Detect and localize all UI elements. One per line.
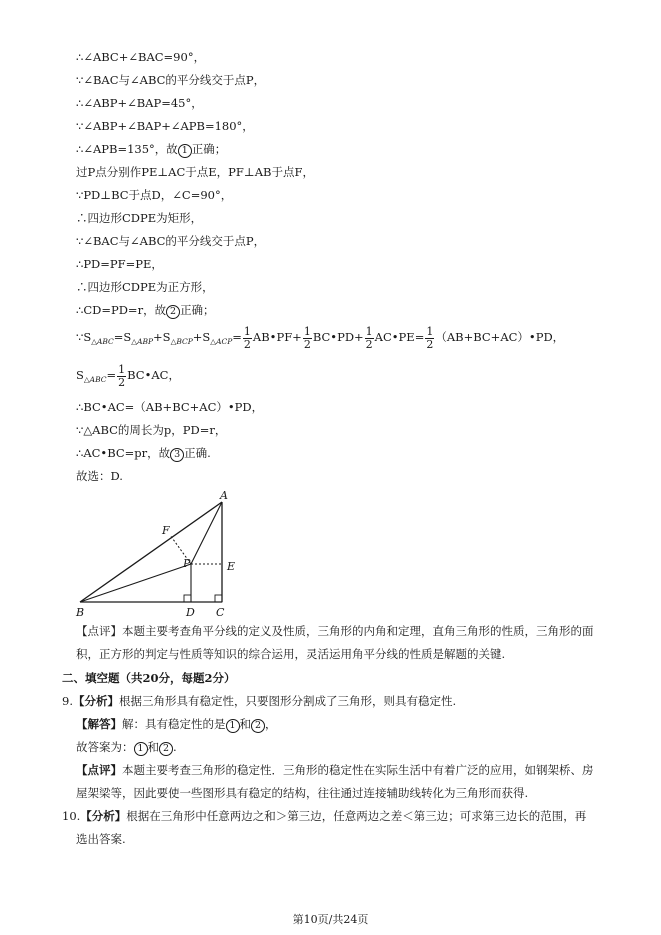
frac-den: 2 [303, 337, 311, 351]
circled-1: 1 [178, 144, 192, 158]
step-line-7: ∵PD⊥BC于点D，∠C=90°， [76, 188, 233, 202]
frac-den: 2 [118, 375, 126, 389]
eq-sub: △BCP [170, 337, 193, 346]
step-line-9: ∵∠BAC与∠ABC的平分线交于点P， [76, 234, 266, 248]
q9-comment-line-1 [76, 763, 594, 777]
frac-num: 1 [243, 324, 251, 338]
q9-answer-end: ， [265, 717, 277, 731]
label-F: F [162, 524, 170, 537]
section-title: 二、填空题（共20分，每题2分） [62, 671, 236, 685]
q10-analysis-text: 根据在三角形中任意两边之和＞第三边，任意两边之差＜第三边；可求第三边长的范围，再 [126, 809, 587, 823]
step-line-17-text: ∴AC•BC=pr，故 [76, 446, 171, 460]
frac-num: 1 [303, 324, 311, 338]
comment-1-line-2: 积，正方形的判定与性质等知识的综合运用，灵活运用角平分线的性质是解题的关键. [76, 647, 506, 661]
step-line-1: ∴∠ABC+∠BAC=90°， [76, 50, 206, 64]
step-line-2: ∵∠BAC与∠ABC的平分线交于点P， [76, 73, 266, 87]
step-line-11: ∴四边形CDPE为正方形， [76, 280, 214, 294]
comment-text: 本题主要考查角平分线的定义及性质，三角形的内角和定理，直角三角形的性质，三角形的面 [122, 624, 594, 638]
page-footer: 第10页/共24页 [292, 913, 369, 926]
eq-part: = [232, 330, 242, 344]
right-angle-C [215, 595, 222, 602]
label-C: C [216, 606, 225, 619]
eq-part: = [106, 368, 117, 382]
right-angle-D [184, 595, 191, 602]
circled-2: 2 [166, 305, 180, 319]
frac-den: 2 [365, 337, 373, 351]
eq-part: +S [192, 330, 211, 344]
comment-1-line-1 [76, 624, 594, 638]
frac-num: 1 [118, 362, 126, 376]
eq-sub: △ABP [131, 337, 154, 346]
step-line-16: ∵△ABC的周长为p，PD=r， [76, 423, 227, 437]
circled-1: 1 [134, 742, 148, 756]
comment-tag: 【点评】 [76, 624, 122, 638]
q10-number: 10. [62, 809, 81, 823]
step-line-17-end: 正确. [184, 446, 211, 460]
frac-den: 2 [243, 337, 251, 351]
eq-part: +S [153, 330, 171, 344]
q9-final-end: . [173, 740, 177, 754]
q9-comment-text: 本题主要考查三角形的稳定性．三角形的稳定性在实际生活中有着广泛的应用，如钢架桥、房 [122, 763, 594, 777]
label-E: E [227, 560, 236, 573]
q9-final [76, 740, 177, 756]
frac-num: 1 [426, 324, 434, 338]
step-line-6: 过P点分别作PE⊥AC于点E，PF⊥AB于点F， [76, 165, 314, 179]
eq-part: BC•AC， [127, 368, 180, 382]
eq-part: ∵S [76, 330, 92, 344]
eq-sub: △ABC [91, 337, 114, 346]
q9-answer-text: 解：具有稳定性的是 [122, 717, 226, 731]
step-line-12-text: ∴CD=PD=r，故 [76, 303, 167, 317]
segment-BA [80, 502, 222, 602]
frac-num: 1 [365, 324, 373, 338]
step-line-12-end: 正确； [180, 303, 215, 317]
eq-part: AC•PE= [374, 330, 425, 344]
q9-comment-line-2: 屋架梁等，因此要使一些图形具有稳定的结构，往往通过连接辅助线转化为三角形而获得. [76, 786, 529, 800]
eq-part: BC•PD+ [312, 330, 364, 344]
q10-analysis [62, 809, 586, 823]
step-line-8: ∴四边形CDPE为矩形， [76, 211, 203, 225]
q10-analysis-tag: 【分析】 [80, 809, 127, 823]
q9-final-and: 和 [147, 740, 159, 754]
segment-BP [80, 564, 191, 602]
q9-answer [76, 717, 277, 733]
label-P: P [183, 557, 191, 570]
step-line-5-text: ∴∠APB=135°，故 [76, 142, 178, 156]
circled-2: 2 [159, 742, 173, 756]
q9-comment-tag: 【点评】 [76, 763, 122, 777]
circled-1: 1 [226, 719, 240, 733]
step-line-10: ∴PD=PF=PE， [76, 257, 163, 271]
frac-den: 2 [426, 337, 434, 351]
q9-analysis-tag: 【分析】 [72, 694, 119, 708]
eq-part: AB•PF+ [252, 330, 302, 344]
q9-answer-and: 和 [239, 717, 251, 731]
q9-answer-tag: 【解答】 [76, 717, 122, 731]
step-line-3: ∴∠ABP+∠BAP=45°， [76, 96, 203, 110]
q10-analysis-line-2: 选出答案. [76, 832, 126, 846]
label-D: D [186, 606, 195, 619]
eq-part: S [76, 368, 84, 382]
step-line-4: ∵∠ABP+∠BAP+∠APB=180°， [76, 119, 254, 133]
q9-final-text: 故答案为： [76, 740, 134, 754]
step-line-15: ∴BC•AC=（AB+BC+AC）•PD， [76, 400, 264, 414]
eq-sub: △ACP [210, 337, 233, 346]
step-line-5-end: 正确； [191, 142, 227, 156]
q9-analysis [62, 694, 456, 708]
eq-sub: △ABC [83, 375, 107, 384]
eq-part: （AB+BC+AC）•PD， [435, 330, 565, 344]
label-B: B [76, 606, 85, 619]
circled-3: 3 [170, 448, 184, 462]
eq-part: =S [113, 330, 132, 344]
segment-AP [191, 502, 222, 564]
label-A: A [220, 489, 228, 502]
step-line-18: 故选：D. [76, 469, 123, 483]
q9-analysis-text: 根据三角形具有稳定性，只要图形分割成了三角形，则具有稳定性. [118, 694, 457, 708]
circled-2: 2 [251, 719, 265, 733]
q9-number: 9. [62, 694, 73, 708]
